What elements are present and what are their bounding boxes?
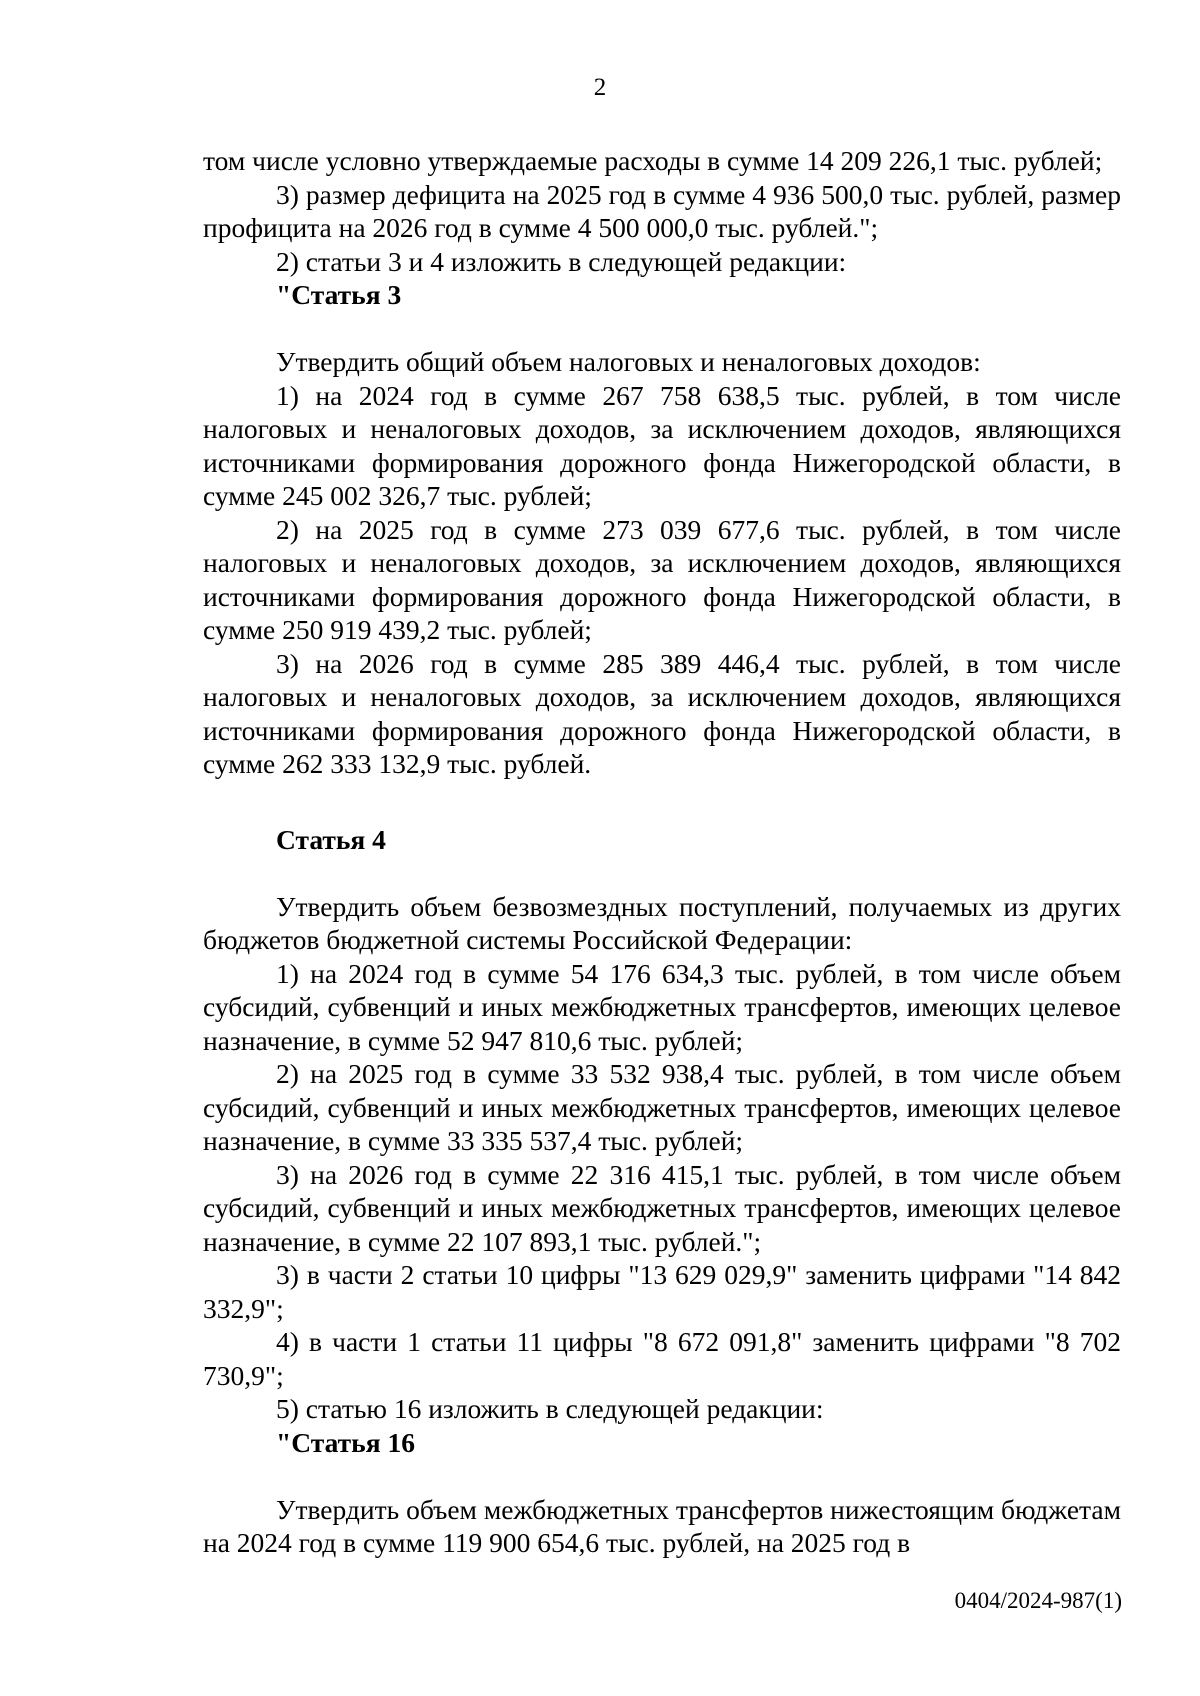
document-code: 0404/2024-987(1)	[954, 1588, 1122, 1613]
paragraph: 1) на 2024 год в сумме 267 758 638,5 тыс. рублей, в том числе налоговых и неналоговых доходов, за исключением доходов, являющихся источниками формирования дорожного фонда Нижегородской области, в сумме 245 002 326,7 тыс. рублей;	[203, 379, 1121, 511]
paragraph: Утвердить объем безвозмездных поступлений, получаемых из других бюджетов бюджетной системы Российской Федерации:	[203, 890, 1121, 955]
article-heading: Статья 4	[276, 823, 386, 855]
paragraph: 3) размер дефицита на 2025 год в сумме 4 936 500,0 тыс. рублей, размер профицита на 2026 год в сумме 4 500 000,0 тыс. рублей.";	[203, 178, 1121, 243]
page-number: 2	[593, 74, 607, 101]
paragraph: 3) на 2026 год в сумме 22 316 415,1 тыс. рублей, в том числе объем субсидий, субвенций и иных межбюджетных трансфертов, имеющих целевое назначение, в сумме 22 107 893,1 тыс. рублей.";	[203, 1158, 1121, 1257]
paragraph: 2) статьи 3 и 4 изложить в следующей редакции:	[276, 245, 847, 277]
paragraph: 3) в части 2 статьи 10 цифры "13 629 029,9" заменить цифрами "14 842 332,9";	[203, 1259, 1121, 1324]
article-heading: "Статья 3	[276, 279, 402, 310]
paragraph: 1) на 2024 год в сумме 54 176 634,3 тыс. рублей, в том числе объем субсидий, субвенций и иных межбюджетных трансфертов, имеющих целевое назначение, в сумме 52 947 810,6 тыс. рублей;	[203, 957, 1121, 1056]
paragraph: 2) на 2025 год в сумме 273 039 677,6 тыс. рублей, в том числе налоговых и неналоговых доходов, за исключением доходов, являющихся источниками формирования дорожного фонда Нижегородской области, в сумме 250 919 439,2 тыс. рублей;	[203, 513, 1121, 645]
paragraph: 4) в части 1 статьи 11 цифры "8 672 091,8" заменить цифрами "8 702 730,9";	[203, 1326, 1121, 1391]
paragraph: 5) статью 16 изложить в следующей редакции:	[276, 1393, 824, 1424]
paragraph: 3) на 2026 год в сумме 285 389 446,4 тыс. рублей, в том числе налоговых и неналоговых доходов, за исключением доходов, являющихся источниками формирования дорожного фонда Нижегородской области, в сумме 262 333 132,9 тыс. рублей.	[203, 647, 1121, 779]
paragraph: Утвердить общий объем налоговых и неналоговых доходов:	[276, 346, 981, 377]
document-body	[203, 144, 1121, 1560]
paragraph: Утвердить объем межбюджетных трансфертов нижестоящим бюджетам на 2024 год в сумме 119 900 654,6 тыс. рублей, на 2025 год в	[203, 1493, 1121, 1558]
paragraph: 2) на 2025 год в сумме 33 532 938,4 тыс. рублей, в том числе объем субсидий, субвенций и иных межбюджетных трансфертов, имеющих целевое назначение, в сумме 33 335 537,4 тыс. рублей;	[203, 1058, 1121, 1156]
article-heading: "Статья 16	[276, 1426, 415, 1458]
paragraph: том числе условно утверждаемые расходы в сумме 14 209 226,1 тыс. рублей;	[203, 145, 1103, 176]
